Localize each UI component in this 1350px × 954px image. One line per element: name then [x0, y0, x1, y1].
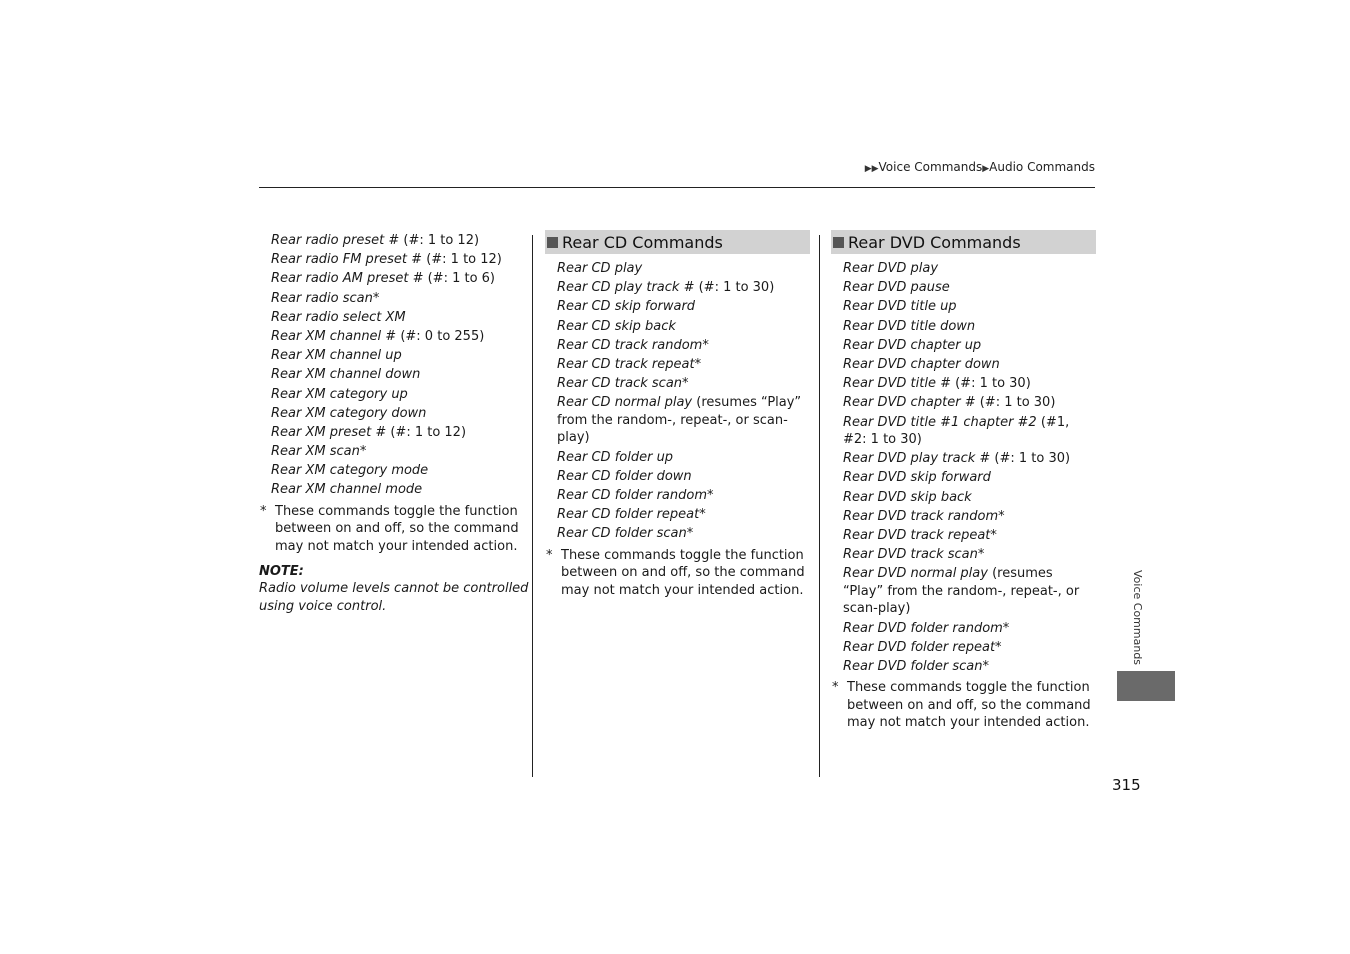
rear-cd-commands-column	[545, 230, 810, 599]
command-phrase: Rear DVD skip back	[843, 489, 972, 505]
command-item	[843, 298, 1096, 316]
column-divider	[819, 235, 820, 777]
command-item	[271, 424, 529, 442]
command-item	[271, 443, 529, 461]
command-phrase: Rear CD play	[557, 261, 643, 276]
command-phrase: Rear DVD chapter #	[843, 395, 976, 411]
command-phrase: Rear DVD folder random*	[843, 620, 1010, 636]
command-note: (#: 1 to 30)	[694, 280, 775, 296]
command-item	[271, 309, 529, 327]
cd-command-list	[545, 260, 810, 543]
command-phrase: Rear CD skip back	[557, 318, 676, 334]
radio-xm-commands-column	[259, 230, 529, 616]
command-item	[557, 525, 810, 543]
arrow-icon: ▶	[982, 164, 990, 174]
command-phrase: Rear CD track repeat*	[557, 356, 702, 372]
command-phrase: Rear DVD title #	[843, 376, 951, 392]
command-item	[843, 375, 1096, 393]
command-phrase: Rear CD folder scan*	[557, 526, 694, 542]
page-number: 315	[1112, 776, 1141, 794]
command-item	[271, 405, 529, 423]
command-item	[843, 639, 1096, 657]
command-item	[557, 394, 810, 447]
command-phrase: Rear DVD track random*	[843, 508, 1005, 524]
footnote	[545, 547, 810, 600]
arrow-icon: ▶	[871, 164, 879, 174]
side-section-tab[interactable]	[1117, 671, 1175, 701]
command-item	[271, 481, 529, 499]
command-phrase: Rear DVD folder scan*	[843, 658, 990, 674]
command-phrase: Rear XM category up	[271, 386, 408, 402]
footnote	[259, 503, 529, 556]
command-note: (#1, #2: 1 to 30)	[843, 414, 1070, 447]
command-item	[557, 449, 810, 467]
command-item	[557, 318, 810, 336]
command-phrase: Rear DVD folder repeat*	[843, 639, 1002, 655]
command-phrase: Rear radio AM preset #	[271, 271, 424, 287]
command-phrase: Rear DVD pause	[843, 280, 950, 296]
command-item	[843, 469, 1096, 487]
command-note: (#: 1 to 12)	[422, 252, 502, 268]
section-heading	[545, 230, 810, 254]
command-item	[557, 298, 810, 316]
command-phrase: Rear XM channel down	[271, 367, 421, 383]
section-heading	[831, 230, 1096, 254]
command-item	[843, 450, 1096, 468]
square-bullet-icon	[547, 237, 558, 248]
command-phrase: Rear CD folder up	[557, 449, 674, 465]
command-phrase: Rear DVD play	[843, 261, 939, 276]
command-phrase: Rear radio FM preset #	[271, 252, 423, 268]
command-item	[557, 375, 810, 393]
command-item	[557, 506, 810, 524]
breadcrumb-item-audio-commands[interactable]: Audio Commands	[989, 160, 1095, 174]
footnote-star: *	[832, 680, 839, 696]
command-phrase: Rear XM channel #	[271, 328, 397, 344]
command-note: (resumes “Play” from the random-, repeat-, or scan-play)	[557, 395, 802, 446]
command-phrase: Rear DVD track scan*	[843, 547, 985, 563]
command-phrase: Rear CD folder repeat*	[557, 507, 706, 523]
command-item	[843, 394, 1096, 412]
command-phrase: Rear XM category down	[271, 405, 427, 421]
command-item	[843, 279, 1096, 297]
command-phrase: Rear radio preset #	[271, 233, 400, 248]
breadcrumb-item-voice-commands[interactable]: Voice Commands	[878, 160, 983, 174]
command-phrase: Rear DVD normal play	[843, 566, 988, 582]
command-note: (#: 1 to 12)	[386, 424, 467, 440]
command-phrase: Rear DVD title #1 chapter #2	[843, 414, 1037, 430]
command-note: (#: 1 to 30)	[975, 395, 1056, 411]
command-item	[271, 290, 529, 308]
command-note: (#: 1 to 30)	[950, 376, 1031, 392]
command-phrase: Rear CD normal play	[557, 395, 693, 411]
command-item	[271, 347, 529, 365]
command-phrase: Rear DVD title up	[843, 299, 957, 315]
command-item	[843, 658, 1096, 676]
command-note: (resumes “Play” from the random-, repeat-, or scan-play)	[843, 566, 1080, 617]
section-title: Rear CD Commands	[562, 232, 723, 252]
command-item	[843, 546, 1096, 564]
command-item	[271, 328, 529, 346]
command-item	[271, 270, 529, 288]
footnote	[831, 679, 1096, 732]
command-note: (#: 0 to 255)	[396, 328, 485, 344]
square-bullet-icon	[833, 237, 844, 248]
arrow-icon: ▶	[864, 164, 872, 174]
command-item	[271, 366, 529, 384]
command-item	[557, 468, 810, 486]
command-phrase: Rear CD folder down	[557, 468, 692, 484]
footnote-text: These commands toggle the function between on and off, so the command may not match your intended action.	[561, 547, 805, 598]
section-title: Rear DVD Commands	[848, 232, 1021, 252]
column-divider	[532, 235, 533, 777]
footnote-text: These commands toggle the function between on and off, so the command may not match your intended action.	[275, 503, 519, 554]
command-item	[557, 487, 810, 505]
breadcrumb	[865, 160, 1095, 174]
command-phrase: Rear XM channel up	[271, 348, 402, 364]
command-phrase: Rear DVD chapter up	[843, 337, 982, 353]
command-item	[271, 386, 529, 404]
command-phrase: Rear DVD title down	[843, 318, 976, 334]
command-note: (#: 1 to 12)	[399, 233, 480, 248]
rear-dvd-commands-column	[831, 230, 1096, 732]
footnote-star: *	[260, 503, 267, 519]
command-item	[843, 489, 1096, 507]
command-phrase: Rear CD play track #	[557, 280, 695, 296]
command-phrase: Rear XM preset #	[271, 424, 387, 440]
command-item	[557, 260, 810, 278]
command-item	[843, 620, 1096, 638]
command-phrase: Rear CD track random*	[557, 337, 709, 353]
command-phrase: Rear DVD skip forward	[843, 470, 991, 486]
command-item	[843, 356, 1096, 374]
dvd-command-list	[831, 260, 1096, 675]
footnote-star: *	[546, 547, 553, 563]
command-note: (#: 1 to 30)	[990, 451, 1071, 467]
command-item	[843, 337, 1096, 355]
radio-command-list	[259, 232, 529, 499]
note-title: NOTE:	[259, 564, 304, 580]
command-item	[843, 508, 1096, 526]
header-divider	[259, 187, 1095, 188]
command-item	[557, 337, 810, 355]
command-item	[557, 279, 810, 297]
command-item	[271, 251, 529, 269]
note-text: Radio volume levels cannot be controlled using voice control.	[259, 581, 529, 615]
command-item	[843, 318, 1096, 336]
command-item	[271, 462, 529, 480]
command-item	[843, 260, 1096, 278]
command-phrase: Rear DVD chapter down	[843, 356, 1000, 372]
command-item	[557, 356, 810, 374]
command-note: (#: 1 to 6)	[423, 271, 496, 287]
command-phrase: Rear XM scan*	[271, 444, 367, 460]
command-phrase: Rear CD skip forward	[557, 299, 696, 315]
command-phrase: Rear radio scan*	[271, 290, 380, 306]
command-item	[843, 565, 1096, 618]
command-item	[843, 527, 1096, 545]
footnote-text: These commands toggle the function between on and off, so the command may not match your intended action.	[847, 680, 1091, 731]
side-section-label: Voice Commands	[1131, 570, 1144, 666]
command-phrase: Rear XM category mode	[271, 463, 429, 479]
command-phrase: Rear CD track scan*	[557, 376, 689, 392]
command-phrase: Rear CD folder random*	[557, 487, 714, 503]
command-item	[271, 232, 529, 250]
command-item	[843, 414, 1096, 449]
command-phrase: Rear DVD play track #	[843, 451, 991, 467]
command-phrase: Rear XM channel mode	[271, 482, 423, 498]
command-phrase: Rear radio select XM	[271, 309, 406, 325]
command-phrase: Rear DVD track repeat*	[843, 527, 997, 543]
